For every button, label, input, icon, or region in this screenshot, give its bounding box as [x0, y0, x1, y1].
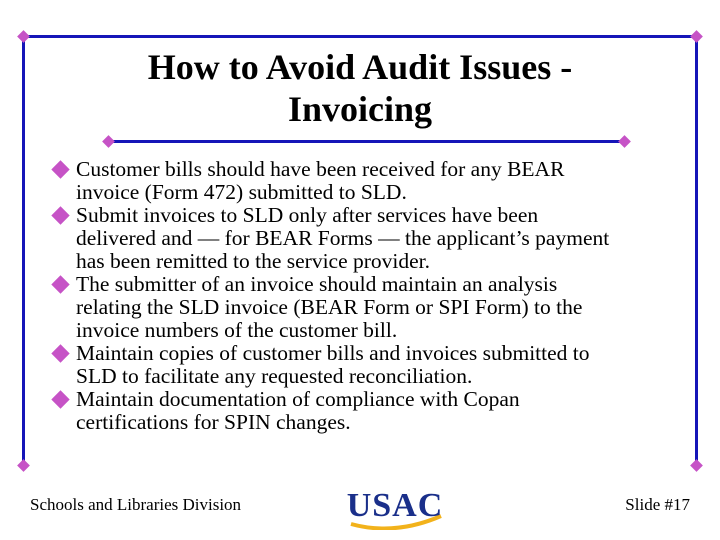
frame-top-line	[22, 35, 698, 38]
diamond-bullet-icon	[51, 160, 69, 178]
bullet-item	[52, 388, 682, 434]
title-underline-dot-right	[618, 135, 631, 148]
bullet-line: invoice numbers of the customer bill.	[76, 318, 398, 342]
frame-corner-dot-tr	[690, 30, 703, 43]
diamond-bullet-icon	[51, 206, 69, 224]
slide-number: Slide #17	[625, 495, 690, 514]
bullet-item	[52, 158, 682, 204]
footer-division-name: Schools and Libraries Division	[30, 495, 242, 514]
bullet-line: SLD to facilitate any requested reconciliation.	[76, 364, 473, 388]
bullet-line: Maintain documentation of compliance with Copan	[76, 387, 520, 411]
bullet-line: has been remitted to the service provider.	[76, 249, 431, 273]
bullet-item	[52, 273, 682, 342]
logo-text: USAC	[346, 487, 444, 524]
frame-left-line	[22, 35, 25, 465]
title-underline	[108, 140, 624, 143]
bullet-list	[52, 158, 682, 434]
bullet-line: relating the SLD invoice (BEAR Form or SPI Form) to the	[76, 295, 583, 319]
diamond-bullet-icon	[51, 390, 69, 408]
bullet-line: Customer bills should have been received for any BEAR	[76, 157, 565, 181]
bullet-line: delivered and — for BEAR Forms — the applicant’s payment	[76, 226, 610, 250]
usac-logo	[345, 480, 445, 530]
bullet-item	[52, 204, 682, 273]
bullet-line: Submit invoices to SLD only after services have been	[76, 203, 539, 227]
slide-title	[60, 46, 660, 130]
diamond-bullet-icon	[51, 275, 69, 293]
frame-corner-dot-bl	[17, 459, 30, 472]
bullet-line: The submitter of an invoice should maintain an analysis	[76, 272, 558, 296]
title-line-1: How to Avoid Audit Issues -	[147, 47, 573, 87]
bullet-item	[52, 342, 682, 388]
title-underline-dot-left	[102, 135, 115, 148]
bullet-line: invoice (Form 472) submitted to SLD.	[76, 180, 407, 204]
bullet-line: Maintain copies of customer bills and invoices submitted to	[76, 341, 590, 365]
frame-corner-dot-br	[690, 459, 703, 472]
diamond-bullet-icon	[51, 344, 69, 362]
bullet-line: certifications for SPIN changes.	[76, 410, 351, 434]
frame-corner-dot-tl	[17, 30, 30, 43]
title-line-2: Invoicing	[287, 89, 433, 129]
frame-right-line	[695, 35, 698, 465]
